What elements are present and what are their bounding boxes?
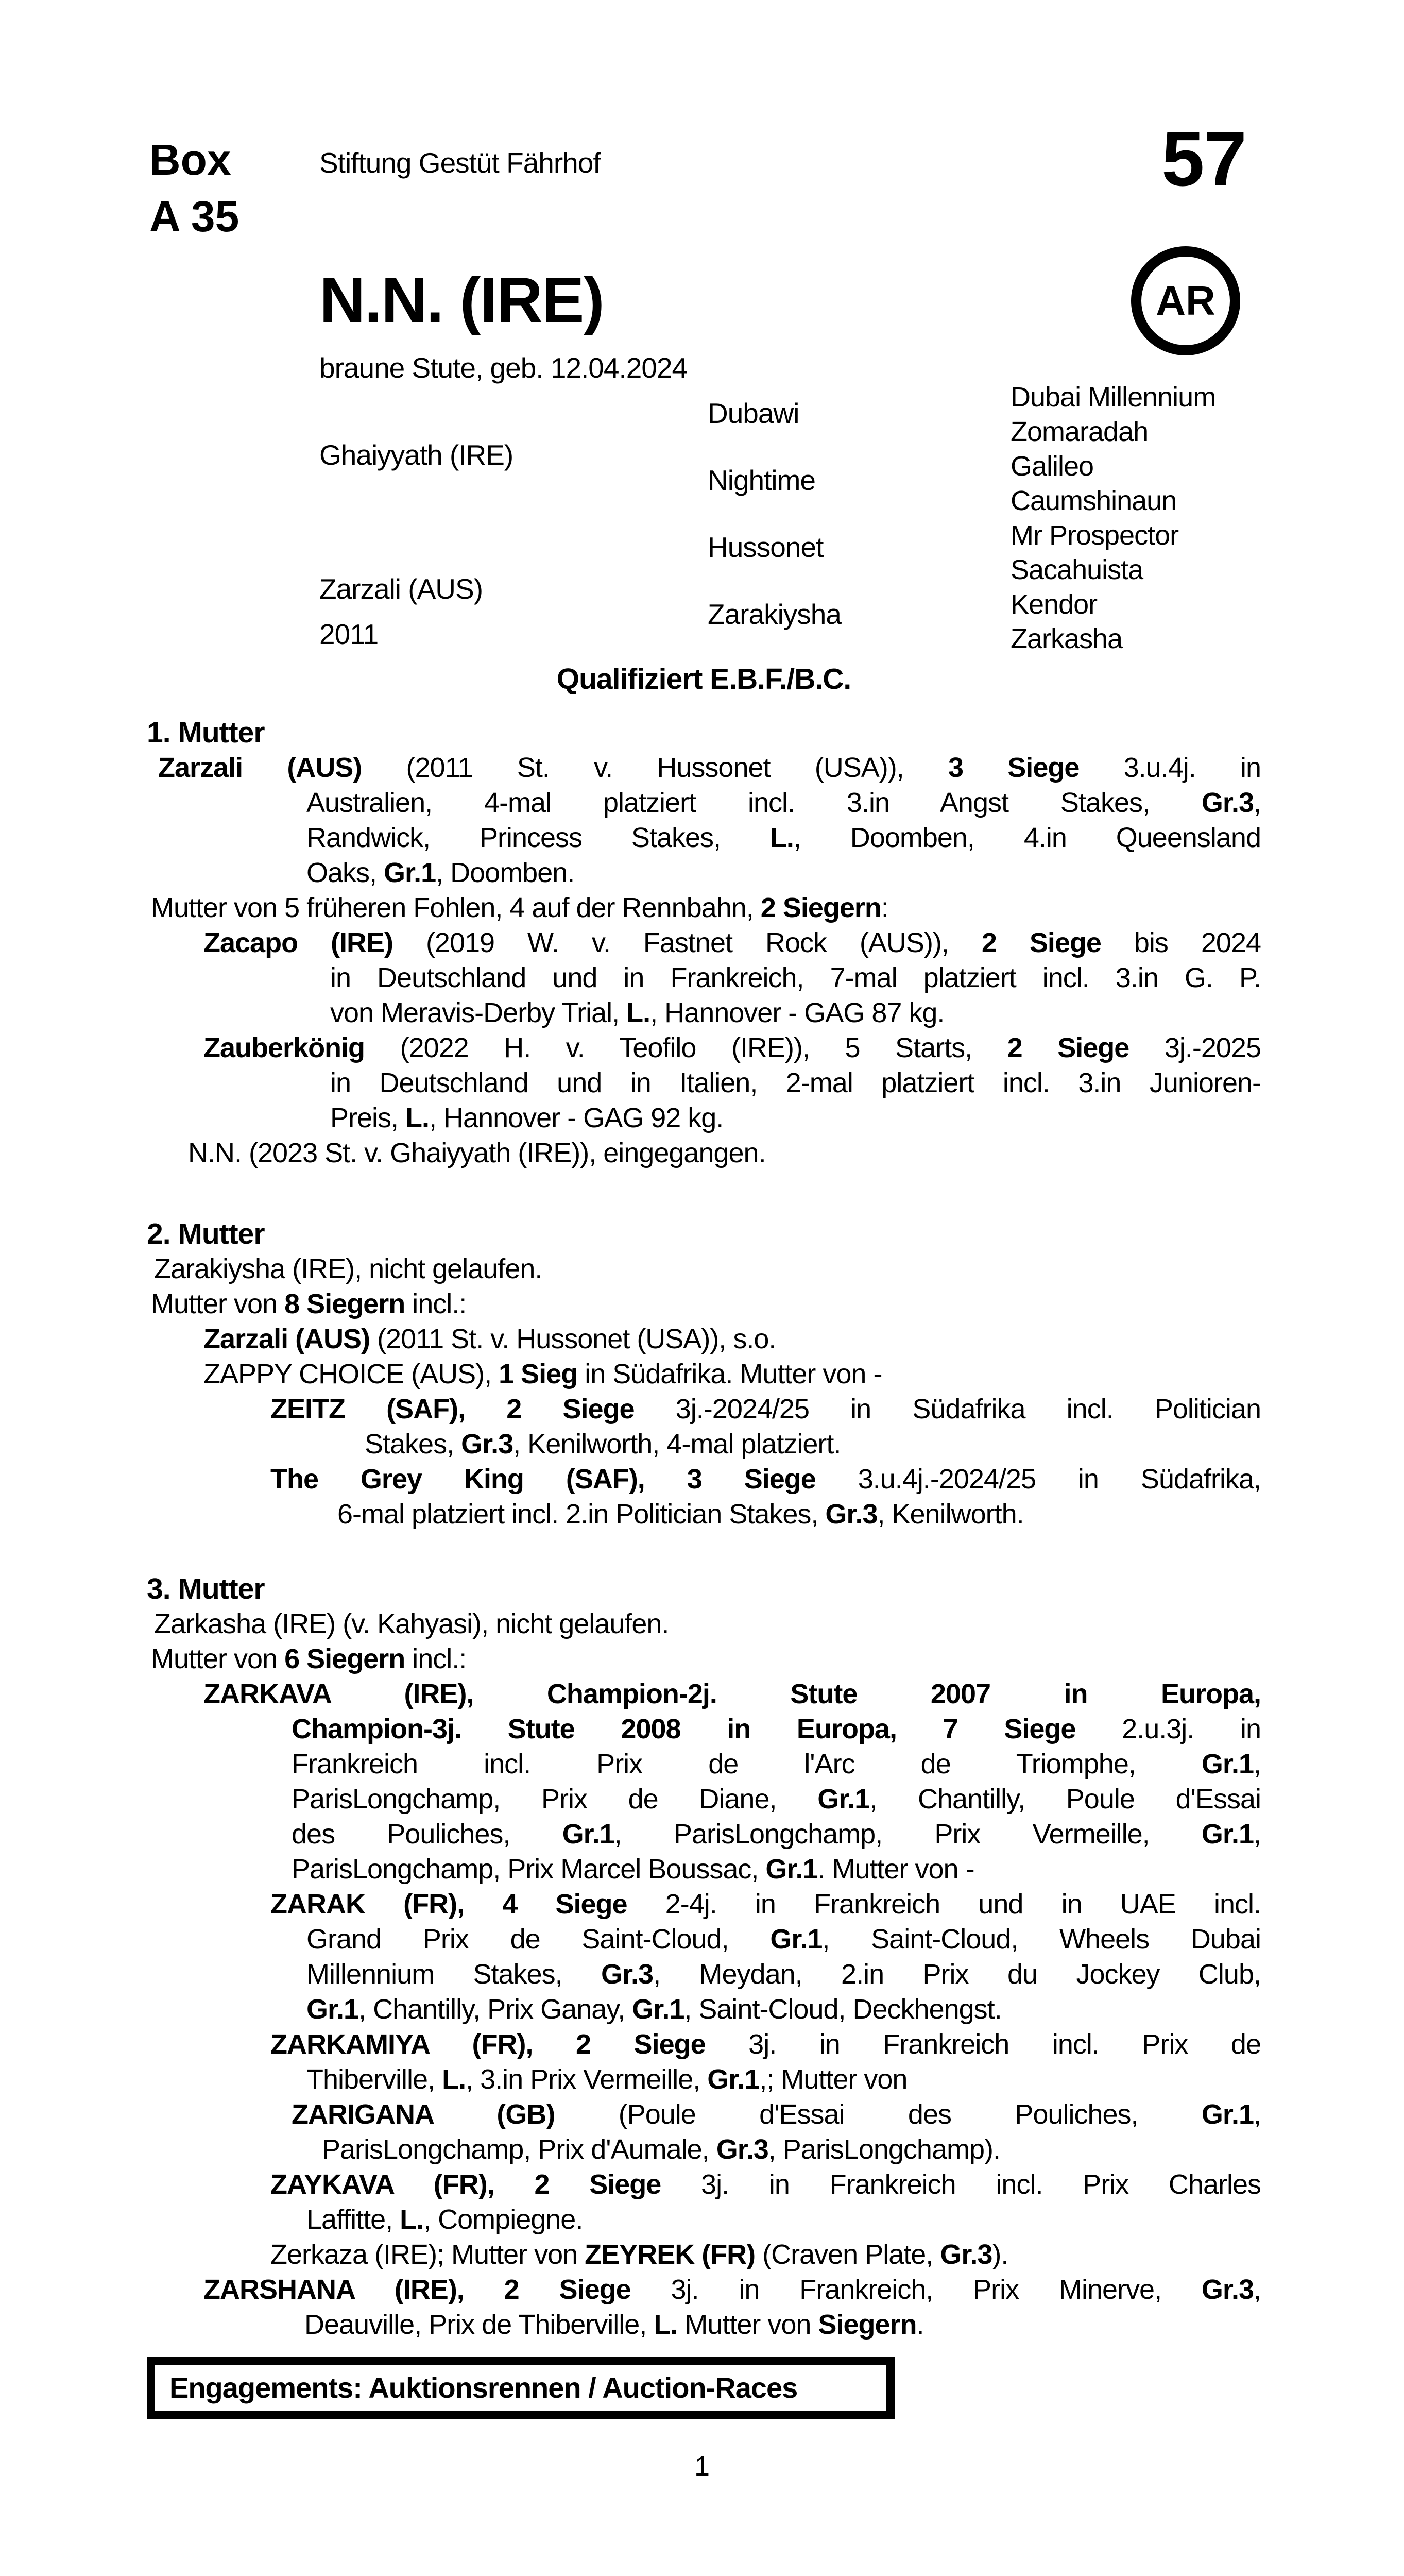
- text-line: des Pouliches, Gr.1, ParisLongchamp, Prix Vermeille, Gr.1,: [292, 1819, 1261, 1850]
- pedigree-entry: Caumshinaun: [1011, 485, 1177, 516]
- text-line: Frankreich incl. Prix de l'Arc de Triomphe, Gr.1,: [292, 1749, 1261, 1780]
- text-line: ZEITZ (SAF), 2 Siege 3j.-2024/25 in Südafrika incl. Politician: [270, 1394, 1261, 1425]
- horse-name: N.N. (IRE): [319, 265, 604, 336]
- consignor-name: Stiftung Gestüt Fährhof: [319, 147, 601, 179]
- pedigree-paragraph: [147, 1641, 1261, 1676]
- section-heading: 3. Mutter: [147, 1572, 265, 1605]
- text-line: in Deutschland und in Italien, 2-mal platziert incl. 3.in Junioren-: [330, 1067, 1261, 1098]
- pedigree-paragraph: [147, 1392, 1261, 1462]
- pedigree-paragraph: [147, 1286, 1261, 1321]
- text-line: The Grey King (SAF), 3 Siege 3.u.4j.-2024/25 in Südafrika,: [270, 1464, 1261, 1495]
- text-line: ZARKAMIYA (FR), 2 Siege 3j. in Frankreich incl. Prix de: [270, 2029, 1261, 2060]
- text-line: Stakes, Gr.3, Kenilworth, 4-mal platziert.: [365, 1429, 841, 1460]
- pedigree-paragraph: [147, 1462, 1261, 1532]
- pedigree-paragraph: [147, 2272, 1261, 2342]
- pedigree-paragraph: [147, 1357, 1261, 1392]
- text-line: von Meravis-Derby Trial, L., Hannover - GAG 87 kg.: [330, 997, 945, 1028]
- text-line: ZARSHANA (IRE), 2 Siege 3j. in Frankreich, Prix Minerve, Gr.3,: [203, 2274, 1261, 2305]
- text-line: Champion-3j. Stute 2008 in Europa, 7 Siege 2.u.3j. in: [292, 1714, 1261, 1744]
- text-line: Mutter von 8 Siegern incl.:: [151, 1289, 467, 1319]
- page-number: 1: [694, 2451, 710, 2482]
- text-line: Laffitte, L., Compiegne.: [306, 2204, 583, 2235]
- text-line: ParisLongchamp, Prix d'Aumale, Gr.3, ParisLongchamp).: [322, 2134, 1000, 2165]
- pedigree-gen2-sire-sire: Dubawi: [708, 397, 799, 429]
- pedigree-sire: Ghaiyyath (IRE): [319, 439, 513, 471]
- pedigree-entry: Zomaradah: [1011, 416, 1149, 447]
- text-line: Deauville, Prix de Thiberville, L. Mutter von Siegern.: [304, 2309, 924, 2340]
- engagements-box: [147, 2357, 895, 2419]
- pedigree-paragraph: [147, 750, 1261, 890]
- pedigree-dam: Zarzali (AUS): [319, 573, 483, 605]
- pedigree-dam-year: 2011: [319, 618, 379, 650]
- text-line: ParisLongchamp, Prix Marcel Boussac, Gr.1. Mutter von -: [292, 1854, 974, 1885]
- qualification-note: Qualifiziert E.B.F./B.C.: [556, 663, 851, 696]
- text-line: Mutter von 5 früheren Fohlen, 4 auf der Rennbahn, 2 Siegern:: [151, 892, 888, 923]
- text-line: Zacapo (IRE) (2019 W. v. Fastnet Rock (AUS)), 2 Siege bis 2024: [203, 927, 1261, 958]
- box-label-line1: Box: [149, 135, 231, 184]
- engagements-label: Engagements: Auktionsrennen / Auction-Races: [169, 2371, 798, 2404]
- text-line: Oaks, Gr.1, Doomben.: [306, 857, 575, 888]
- text-line: Mutter von 6 Siegern incl.:: [151, 1643, 467, 1674]
- text-line: Randwick, Princess Stakes, L., Doomben, 4.in Queensland: [306, 822, 1261, 853]
- text-line: Zarzali (AUS) (2011 St. v. Hussonet (USA)), s.o.: [203, 1324, 776, 1354]
- text-line: Thiberville, L., 3.in Prix Vermeille, Gr.1,; Mutter von: [306, 2064, 908, 2095]
- text-line: 6-mal platziert incl. 2.in Politician Stakes, Gr.3, Kenilworth.: [337, 1499, 1024, 1530]
- pedigree-paragraph: [147, 2097, 1261, 2167]
- text-line: N.N. (2023 St. v. Ghaiyyath (IRE)), eingegangen.: [188, 1138, 766, 1168]
- pedigree-paragraph: [147, 890, 1261, 925]
- pedigree-generation3: [1011, 380, 1215, 656]
- text-line: ZAYKAVA (FR), 2 Siege 3j. in Frankreich incl. Prix Charles: [270, 2169, 1261, 2200]
- section-heading: 1. Mutter: [147, 716, 265, 749]
- text-line: Grand Prix de Saint-Cloud, Gr.1, Saint-Cloud, Wheels Dubai: [306, 1924, 1261, 1955]
- text-line: Millennium Stakes, Gr.3, Meydan, 2.in Prix du Jockey Club,: [306, 1959, 1261, 1990]
- text-line: ZARIGANA (GB) (Poule d'Essai des Pouliches, Gr.1,: [292, 2099, 1261, 2130]
- text-line: Zauberkönig (2022 H. v. Teofilo (IRE)), 5 Starts, 2 Siege 3j.-2025: [203, 1032, 1261, 1063]
- body-text: [147, 715, 1261, 2342]
- pedigree-paragraph: [147, 1321, 1261, 1357]
- pedigree-gen2-dam-dam: Zarakiysha: [708, 598, 841, 630]
- text-line: Preis, L., Hannover - GAG 92 kg.: [330, 1103, 724, 1133]
- section-heading: 2. Mutter: [147, 1217, 265, 1250]
- pedigree-paragraph: [147, 925, 1261, 1030]
- brand-code: AR: [1156, 278, 1215, 324]
- pedigree-gen2-dam-sire: Hussonet: [708, 531, 824, 563]
- pedigree-paragraph: [147, 1887, 1261, 2027]
- text-line: Zarkasha (IRE) (v. Kahyasi), nicht gelaufen.: [154, 1608, 669, 1639]
- pedigree-paragraph: [147, 1676, 1261, 1887]
- brand-circle-icon: [1131, 246, 1240, 355]
- pedigree-paragraph: [147, 1136, 1261, 1171]
- text-line: in Deutschland und in Frankreich, 7-mal platziert incl. 3.in G. P.: [330, 962, 1261, 993]
- text-line: Gr.1, Chantilly, Prix Ganay, Gr.1, Saint-Cloud, Deckhengst.: [306, 1994, 1002, 2025]
- pedigree-gen2-sire-dam: Nightime: [708, 464, 816, 496]
- pedigree-paragraph: [147, 1030, 1261, 1136]
- text-line: Zarakiysha (IRE), nicht gelaufen.: [154, 1253, 542, 1284]
- pedigree-entry: Dubai Millennium: [1011, 382, 1216, 413]
- pedigree-paragraph: [147, 2027, 1261, 2097]
- horse-description: braune Stute, geb. 12.04.2024: [319, 352, 688, 384]
- pedigree-entry: Galileo: [1011, 451, 1094, 482]
- text-line: ParisLongchamp, Prix de Diane, Gr.1, Chantilly, Poule d'Essai: [292, 1784, 1261, 1815]
- pedigree-entry: Mr Prospector: [1011, 520, 1179, 551]
- text-line: Australien, 4-mal platziert incl. 3.in Angst Stakes, Gr.3,: [306, 787, 1261, 818]
- pedigree-paragraph: [147, 2167, 1261, 2237]
- text-line: ZARKAVA (IRE), Champion-2j. Stute 2007 in Europa,: [203, 1679, 1261, 1709]
- text-line: Zarzali (AUS) (2011 St. v. Hussonet (USA)), 3 Siege 3.u.4j. in: [158, 752, 1261, 783]
- lot-number: 57: [1161, 115, 1246, 202]
- pedigree-entry: Zarkasha: [1011, 623, 1123, 654]
- pedigree-paragraph: [147, 1606, 1261, 1641]
- box-label-line2: A 35: [149, 192, 239, 241]
- pedigree-paragraph: [147, 2237, 1261, 2272]
- text-line: ZARAK (FR), 4 Siege 2-4j. in Frankreich und in UAE incl.: [270, 1889, 1261, 1920]
- pedigree-paragraph: [147, 1251, 1261, 1286]
- pedigree-entry: Kendor: [1011, 589, 1098, 620]
- text-line: Zerkaza (IRE); Mutter von ZEYREK (FR) (Craven Plate, Gr.3).: [270, 2239, 1008, 2270]
- pedigree-entry: Sacahuista: [1011, 554, 1143, 585]
- text-line: ZAPPY CHOICE (AUS), 1 Sieg in Südafrika. Mutter von -: [203, 1359, 882, 1389]
